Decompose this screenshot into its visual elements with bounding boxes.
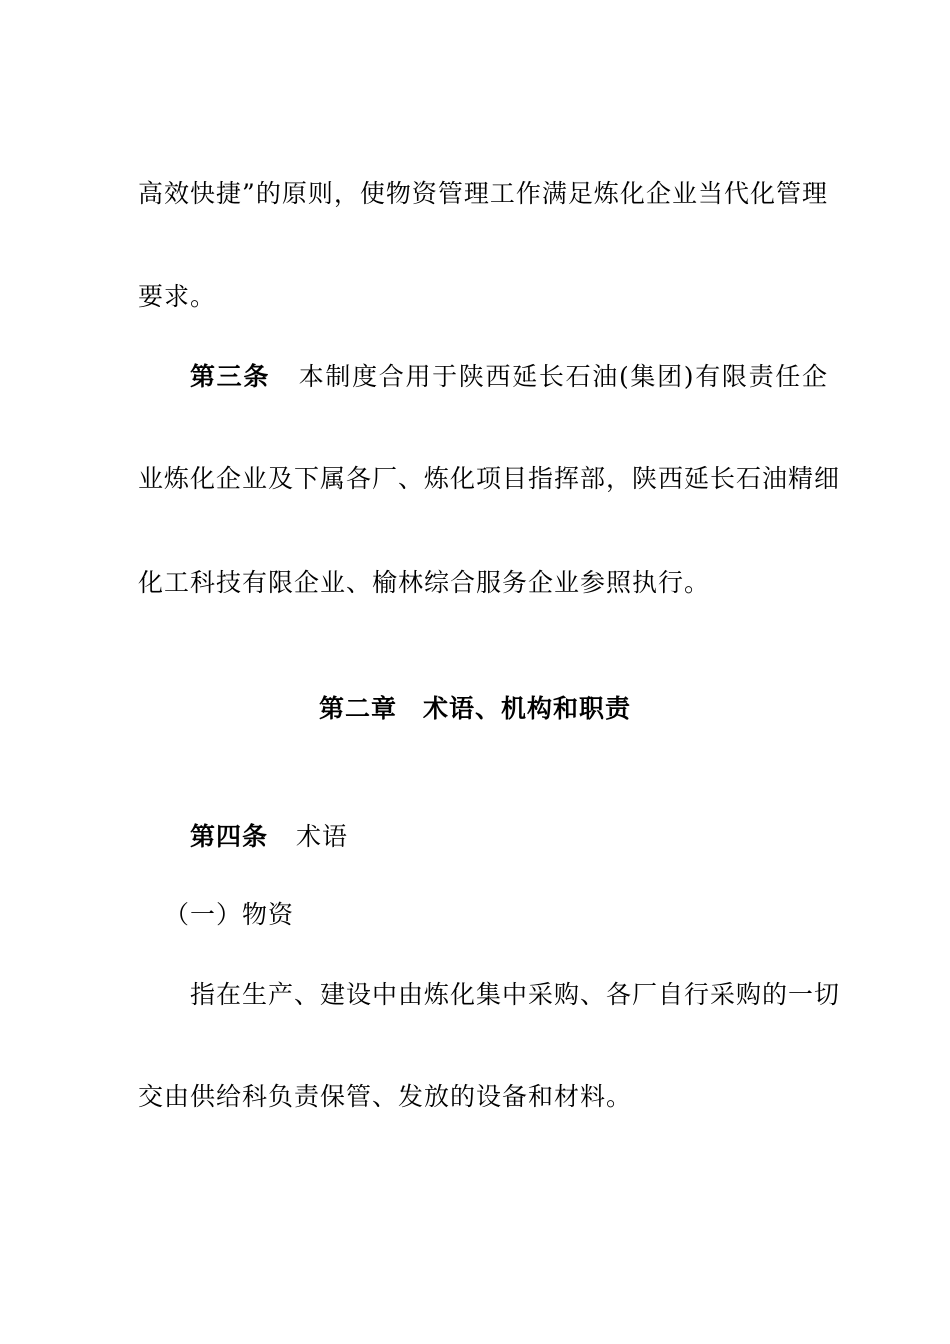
- article-4-text: 术语: [296, 822, 349, 851]
- article-3-label: 第三条: [190, 362, 271, 391]
- paragraph-line-4: 业炼化企业及下属各厂、炼化项目指挥部，陕西延长石油精细: [138, 464, 841, 493]
- article-4-label: 第四条: [190, 822, 269, 851]
- article-3-text: 本制度合用于陕西延长石油(集团)有限责任企: [298, 362, 828, 391]
- paragraph-line-1: 高效快捷”的原则，使物资管理工作满足炼化企业当代化管理: [138, 179, 828, 208]
- paragraph-line-8: 指在生产、建设中由炼化集中采购、各厂自行采购的一切: [190, 980, 841, 1009]
- paragraph-line-2: 要求。: [138, 282, 217, 311]
- paragraph-line-9: 交由供给科负责保管、发放的设备和材料。: [138, 1082, 633, 1111]
- paragraph-line-5: 化工科技有限企业、榆林综合服务企业参照执行。: [138, 568, 711, 597]
- chapter-heading: 第二章 术语、机构和职责: [318, 694, 631, 723]
- article-4-line: [190, 820, 828, 854]
- article-3-line: [190, 360, 828, 394]
- subsection-heading: （一）物资: [164, 900, 295, 929]
